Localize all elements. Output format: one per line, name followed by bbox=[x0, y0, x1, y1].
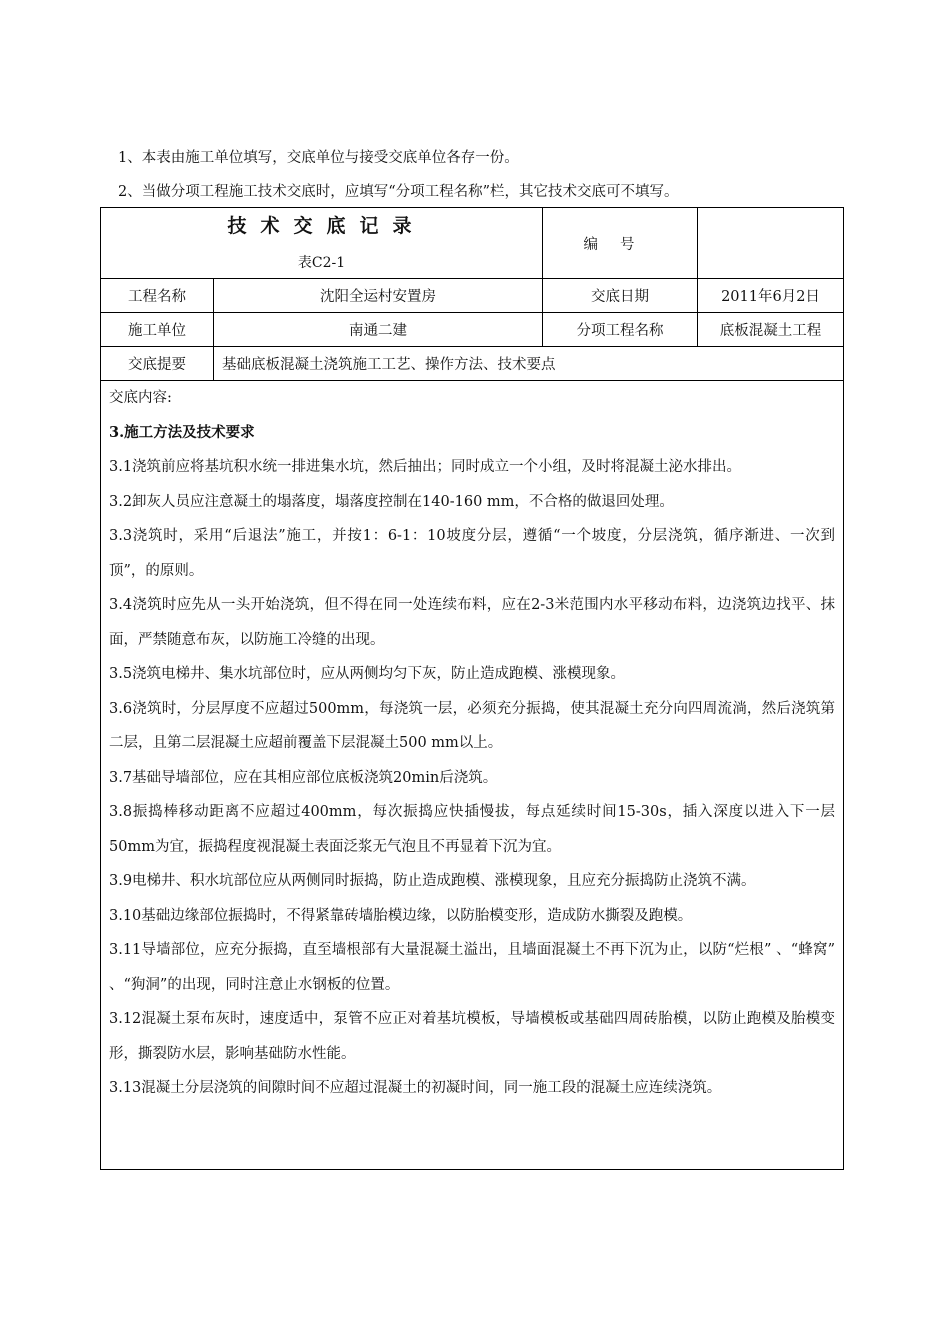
note-1: 1、本表由施工单位填写，交底单位与接受交底单位各存一份。 bbox=[118, 150, 519, 166]
content-item: 3.13混凝土分层浇筑的间隙时间不应超过混凝土的初凝时间，同一施工段的混凝土应连续浇筑。 bbox=[109, 1080, 722, 1096]
summary-label: 交底提要 bbox=[101, 347, 214, 381]
content-item: 3.1浇筑前应将基坑积水统一排进集水坑，然后抽出；同时成立一个小组，及时将混凝土泌水排出。 bbox=[109, 459, 742, 475]
date-value[interactable]: 2011年6月2日 bbox=[698, 279, 844, 313]
technical-briefing-record-table bbox=[100, 207, 844, 1170]
content-item: 3.2卸灰人员应注意凝土的塌落度，塌落度控制在140-160 mm，不合格的做退回处理。 bbox=[109, 493, 674, 510]
note-2: 2、当做分项工程施工技术交底时，应填写“分项工程名称”栏，其它技术交底可不填写。 bbox=[118, 184, 679, 200]
content-item: 3.8振捣棒移动距离不应超过400mm，每次振捣应快插慢拔，每点延续时间15-30s，插入深度以进入下一层50mm为宜，振捣程度视混凝土表面泛浆无气泡且不再显着下沉为宜。 bbox=[109, 804, 836, 855]
content-label: 交底内容: bbox=[109, 390, 172, 406]
content-item: 3.6浇筑时，分层厚度不应超过500mm，每浇筑一层，必须充分振捣，使其混凝土充分向四周流淌，然后浇筑第二层，且第二层混凝土应超前覆盖下层混凝土500 mm以上。 bbox=[109, 700, 836, 751]
content-item: 3.11导墙部位，应充分振捣，直至墙根部有大量混凝土溢出，且墙面混凝土不再下沉为止，以防“烂根” 、“蜂窝” 、“狗洞”的出现，同时注意止水钢板的位置。 bbox=[109, 942, 836, 993]
date-label: 交底日期 bbox=[543, 279, 698, 313]
content-item: 3.3浇筑时，采用“后退法”施工，并按1：6-1：10坡度分层，遵循“一个坡度，分层浇筑，循序渐进、一次到顶”，的原则。 bbox=[109, 528, 836, 579]
content-heading: 3.施工方法及技术要求 bbox=[109, 423, 255, 441]
form-code: 表C2-1 bbox=[297, 254, 346, 271]
summary-value[interactable]: 基础底板混凝土浇筑施工工艺、操作方法、技术要点 bbox=[214, 347, 844, 381]
content-item: 3.7基础导墙部位，应在其相应部位底板浇筑20min后浇筑。 bbox=[109, 769, 498, 786]
content-item: 3.10基础边缘部位振捣时，不得紧靠砖墙胎模边缘，以防胎模变形，造成防水撕裂及跑模。 bbox=[109, 907, 693, 924]
project-name-value[interactable]: 沈阳全运村安置房 bbox=[214, 279, 543, 313]
content-item: 3.4浇筑时应先从一头开始浇筑，但不得在同一处连续布料，应在2-3米范围内水平移动布料，边浇筑边找平、抹面，严禁随意布灰，以防施工冷缝的出现。 bbox=[109, 597, 836, 648]
content-item: 3.9电梯井、积水坑部位应从两侧同时振捣，防止造成跑模、涨模现象，且应充分振捣防止浇筑不满。 bbox=[109, 873, 756, 889]
project-name-label: 工程名称 bbox=[101, 279, 214, 313]
content-item: 3.5浇筑电梯井、集水坑部位时，应从两侧均匀下灰，防止造成跑模、涨模现象。 bbox=[109, 666, 626, 682]
content-item: 3.12混凝土泵布灰时，速度适中，泵管不应正对着基坑模板，导墙模板或基础四周砖胎模，以防止跑模及胎模变形，撕裂防水层，影响基础防水性能。 bbox=[109, 1011, 836, 1062]
form-title: 技术交底记录 bbox=[227, 214, 426, 237]
subproject-label: 分项工程名称 bbox=[543, 313, 698, 347]
subproject-value[interactable]: 底板混凝土工程 bbox=[698, 313, 844, 347]
briefing-content bbox=[101, 381, 844, 1170]
contractor-label: 施工单位 bbox=[101, 313, 214, 347]
number-value[interactable] bbox=[698, 208, 844, 279]
title-cell bbox=[101, 208, 543, 279]
contractor-value[interactable]: 南通二建 bbox=[214, 313, 543, 347]
number-label: 编号 bbox=[543, 208, 698, 279]
